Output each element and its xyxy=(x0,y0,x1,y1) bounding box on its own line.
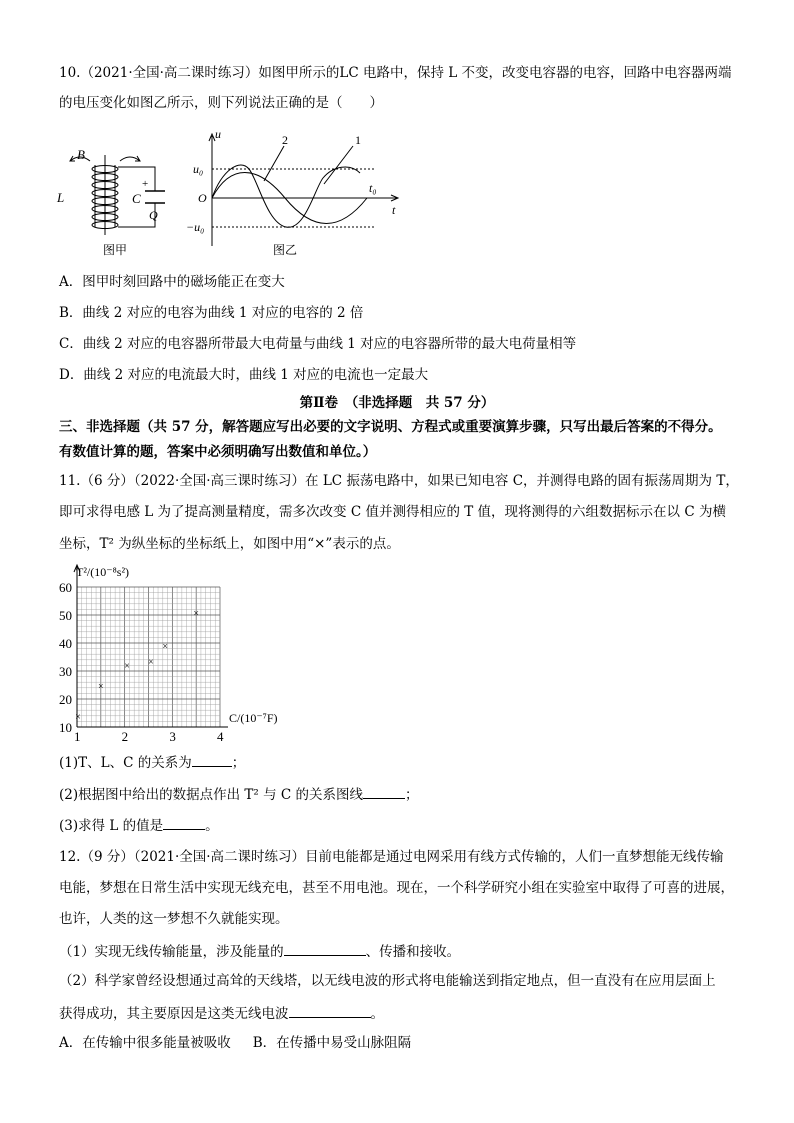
chart-x-axis-label: C/(10⁻⁷F) xyxy=(229,711,278,725)
q12-sub1-answer-blank[interactable] xyxy=(284,941,366,956)
q12-sub2-end: 。 xyxy=(370,1006,384,1022)
label-O: O xyxy=(198,191,207,205)
y-tick-label: 30 xyxy=(59,664,72,679)
label-u0: u₀ xyxy=(193,162,204,176)
y-tick-label: 20 xyxy=(59,692,72,707)
section-instruction-line1: 三、非选择题（共 57 分，解答题应写出必要的文字说明、方程式或重要演算步骤，只写出最后答案的不得分。 xyxy=(59,419,722,435)
figure-yi-caption: 图乙 xyxy=(273,243,298,257)
q10-option-c: C．曲线 2 对应的电容器所带最大电荷量与曲线 1 对应的电容器所带的最大电荷量相等 xyxy=(59,336,577,352)
x-tick-label: 4 xyxy=(217,729,224,744)
y-tick-label: 10 xyxy=(59,720,72,735)
label-t0: t₀ xyxy=(369,181,377,195)
q11-sub3-text: (3)求得 L 的值是 xyxy=(59,818,164,834)
q10-stem-line2: 的电压变化如图乙所示，则下列说法正确的是（ ） xyxy=(59,95,383,111)
label-curve-1: 1 xyxy=(355,133,361,147)
q12-sub2-text: 获得成功，其主要原因是这类无线电波 xyxy=(59,1006,289,1022)
q10-option-a: A．图甲时刻回路中的磁场能正在变大 xyxy=(59,274,285,290)
q11-sub2-answer-blank[interactable] xyxy=(363,784,405,799)
q12-sub2-answer-blank[interactable] xyxy=(289,1003,371,1018)
q11-sub3 xyxy=(59,815,219,835)
q11-scatter-chart xyxy=(52,560,292,745)
label-t: t xyxy=(392,203,396,217)
y-tick-label: 60 xyxy=(59,580,72,595)
circuit-wire-top xyxy=(118,167,155,191)
q11-stem-line1: 11.（6 分）（2022·全国·高三课时练习）在 LC 振荡电路中，如果已知电容 C，并测得电路的固有振荡周期为 T， xyxy=(59,473,739,489)
curve-1-pointer xyxy=(324,146,353,184)
section-title: 第Ⅱ卷 （非选择题 共 57 分） xyxy=(299,395,495,411)
q11-sub1-answer-blank[interactable] xyxy=(192,752,232,767)
y-tick-label: 50 xyxy=(59,608,72,623)
label-B: B xyxy=(77,147,85,162)
q11-sub3-end: 。 xyxy=(205,818,219,834)
section-instruction-line2: 有数值计算的题，答案中必须明确写出数值和单位。） xyxy=(59,444,377,460)
q11-sub2-text: (2)根据图中给出的数据点作出 T² 与 C 的关系图线 xyxy=(59,787,364,803)
label-C: C xyxy=(132,191,141,206)
q11-stem-line3: 坐标，T² 为纵坐标的坐标纸上，如图中用“×”表示的点。 xyxy=(59,536,400,552)
x-tick-label: 2 xyxy=(121,729,129,744)
chart-points xyxy=(75,609,199,723)
q10-option-b: B．曲线 2 对应的电容为曲线 1 对应的电容的 2 倍 xyxy=(59,305,364,321)
data-point-marker: × xyxy=(162,641,169,653)
q12-stem-line3: 也许，人类的这一梦想不久就能实现。 xyxy=(59,911,289,927)
label-plus: + xyxy=(142,178,149,190)
q12-sub1-text: （1）实现无线传输能量，涉及能量的 xyxy=(59,944,284,960)
x-tick-label: 1 xyxy=(74,729,81,744)
data-point-marker: × xyxy=(75,711,81,723)
q11-sub3-answer-blank[interactable] xyxy=(163,815,205,830)
figure-jia-lc-circuit xyxy=(55,147,185,259)
label-curve-2: 2 xyxy=(282,133,288,147)
q10-stem-line1: 10.（2021·全国·高二课时练习）如图甲所示的LC 电路中，保持 L 不变，改变电容器的电容，回路中电容器两端 xyxy=(59,65,732,81)
label-Q: Q xyxy=(149,208,158,222)
data-point-marker: × xyxy=(124,660,130,672)
label-neg-u0: −u₀ xyxy=(186,220,205,234)
q11-sub1-text: (1)T、L、C 的关系为 xyxy=(59,755,192,771)
label-u: u xyxy=(215,128,221,141)
q12-sub2-line1: （2）科学家曾经设想通过高耸的天线塔，以无线电波的形式将电能输送到指定地点，但一直没有在应用层面上 xyxy=(59,973,716,989)
q12-sub1-end: 、传播和接收。 xyxy=(365,944,461,960)
q12-sub2-line2 xyxy=(59,1003,384,1023)
q11-sub1-end: ； xyxy=(231,755,246,771)
q11-sub2 xyxy=(59,784,419,804)
data-point-marker: × xyxy=(193,608,199,620)
q12-sub1 xyxy=(59,941,460,961)
q10-option-d: D．曲线 2 对应的电流最大时，曲线 1 对应的电流也一定最大 xyxy=(59,367,429,383)
curve-2-pointer xyxy=(264,146,284,181)
q12-stem-line1: 12.（9 分）（2021·全国·高二课时练习）目前电能都是通过电网采用有线方式传输的，人们一直梦想能无线传输 xyxy=(59,849,724,865)
q11-sub2-end: ； xyxy=(405,787,419,803)
q11-sub1 xyxy=(59,752,245,772)
data-point-marker: × xyxy=(98,681,104,693)
q11-stem-line2: 即可求得电感 L 为了提高测量精度，需多次改变 C 值并测得相应的 T 值，现将测得的六组数据标示在以 C 为横 xyxy=(59,504,726,520)
figure-yi-voltage-graph xyxy=(185,128,410,260)
chart-axes xyxy=(74,565,228,727)
q12-options xyxy=(59,1034,411,1052)
q12-stem-line2: 电能，梦想在日常生活中实现无线充电，甚至不用电池。现在，一个科学研究小组在实验室中取得了可喜的进展， xyxy=(59,880,734,896)
chart-y-axis-label: T²/(10⁻⁸s²) xyxy=(76,565,130,579)
y-tick-label: 40 xyxy=(59,636,72,651)
label-L: L xyxy=(57,190,65,205)
x-tick-label: 3 xyxy=(169,729,176,744)
figure-jia-caption: 图甲 xyxy=(103,243,128,257)
q12-option-b: B．在传播中易受山脉阻隔 xyxy=(252,1035,412,1051)
data-point-marker: × xyxy=(148,657,154,669)
chart-tick-labels xyxy=(59,580,224,744)
q12-option-a: A．在传输中很多能量被吸收 xyxy=(59,1035,231,1051)
